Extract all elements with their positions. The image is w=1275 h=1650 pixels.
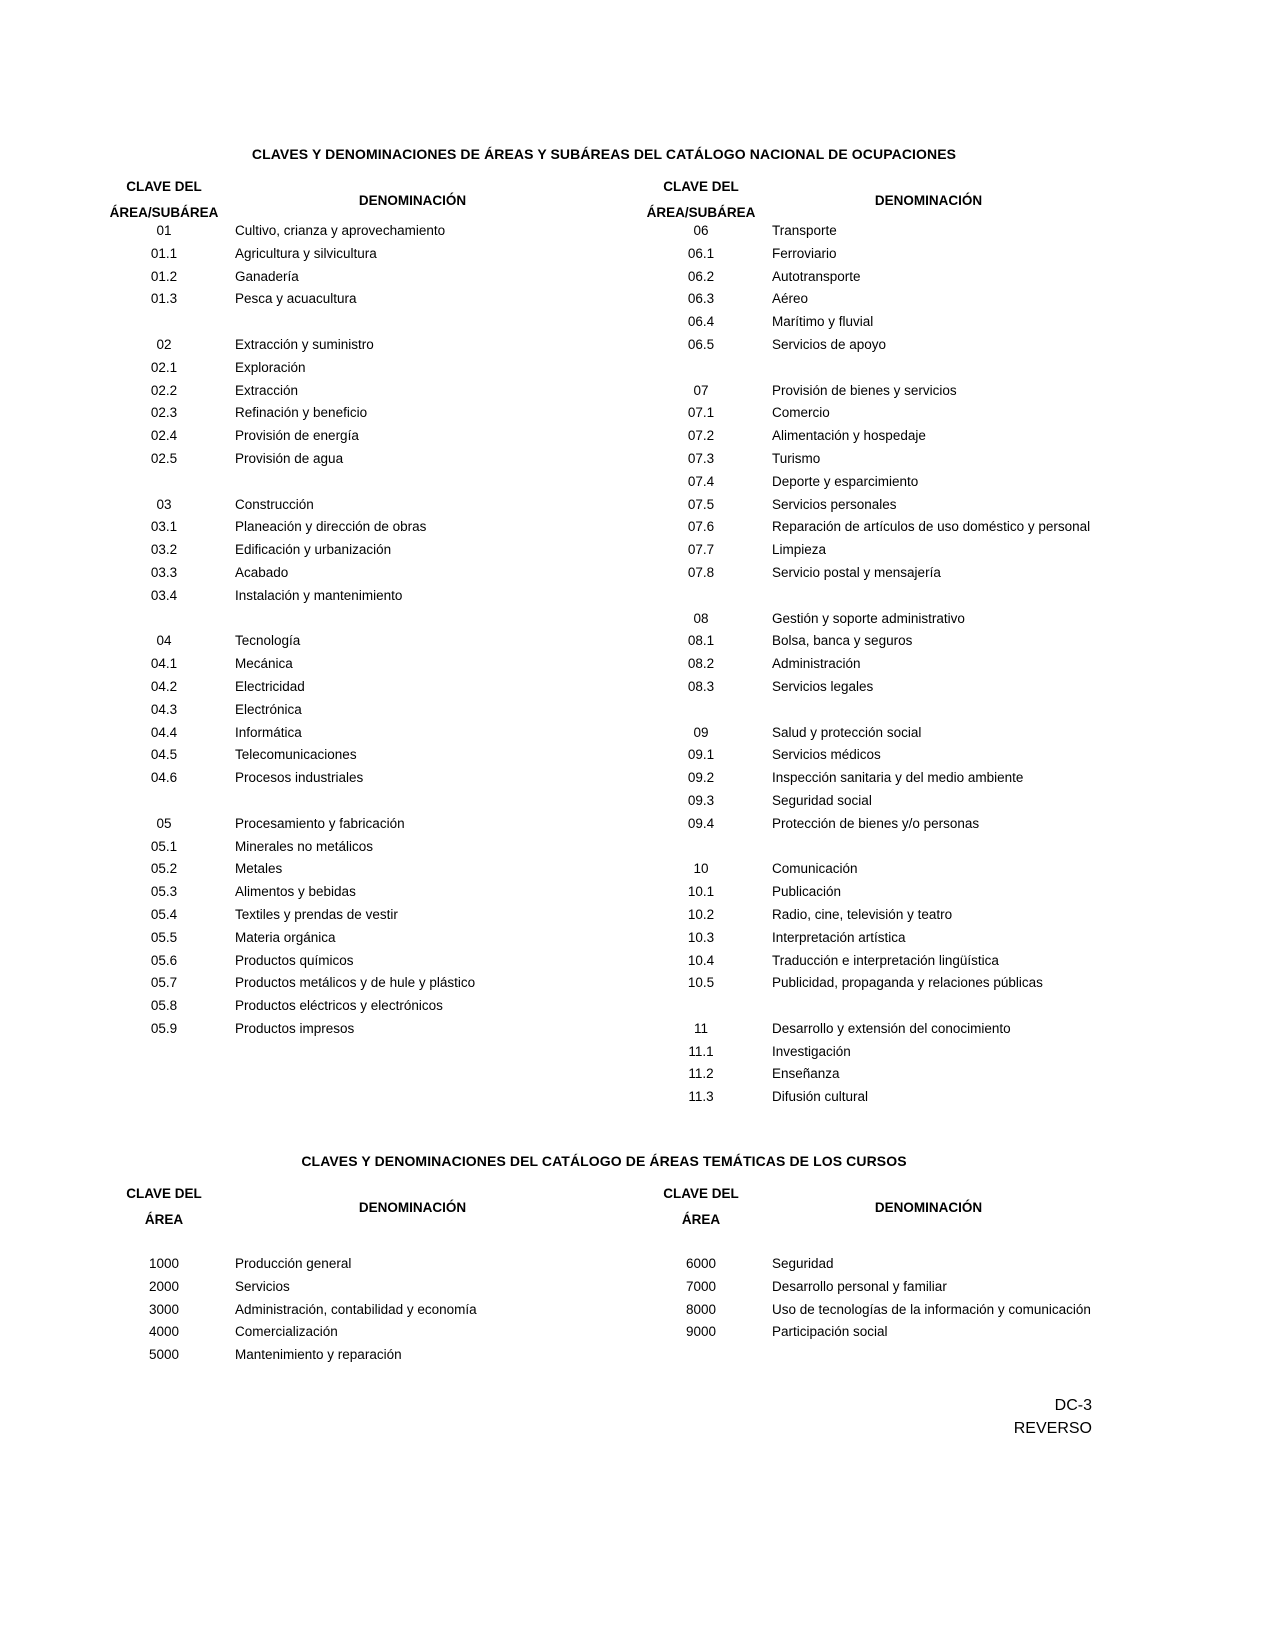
table-row bbox=[98, 1086, 1110, 1109]
area-code: 08.2 bbox=[687, 656, 715, 672]
page-side-label: REVERSO bbox=[1013, 1420, 1092, 1437]
area-code bbox=[98, 790, 230, 813]
area-denomination: Servicios personales bbox=[772, 496, 897, 512]
area-denomination: Textiles y prendas de vestir bbox=[235, 906, 398, 922]
code-header-line2: ÁREA/SUBÁREA bbox=[109, 205, 219, 220]
area-code: 8000 bbox=[685, 1301, 717, 1317]
section2-column-headers bbox=[98, 1181, 1110, 1233]
area-denomination: Comercio bbox=[772, 405, 830, 421]
table-row bbox=[98, 653, 1110, 676]
table-row bbox=[98, 357, 1110, 380]
area-denomination: Ferroviario bbox=[772, 245, 837, 261]
area-denomination: Servicios legales bbox=[772, 678, 874, 694]
area-code bbox=[98, 311, 230, 334]
area-code: 01 bbox=[156, 223, 172, 238]
area-denomination: Edificación y urbanización bbox=[235, 542, 392, 558]
area-denomination: Administración bbox=[772, 656, 861, 672]
table-row bbox=[98, 243, 1110, 266]
area-code: 07.4 bbox=[687, 473, 715, 489]
table-row bbox=[98, 425, 1110, 448]
table-row bbox=[98, 516, 1110, 539]
section1-table bbox=[98, 220, 1110, 1109]
area-denomination: Provisión de energía bbox=[235, 428, 359, 444]
area-code: 06.5 bbox=[687, 336, 715, 352]
area-code: 05.7 bbox=[150, 975, 178, 991]
area-code bbox=[635, 699, 767, 722]
area-denomination: Publicidad, propaganda y relaciones públicas bbox=[772, 975, 1043, 991]
code-header-line2: ÁREA/SUBÁREA bbox=[646, 205, 756, 220]
area-code: 05.8 bbox=[150, 998, 178, 1014]
area-code: 09.2 bbox=[687, 770, 715, 786]
area-code: 09.1 bbox=[687, 747, 715, 763]
area-denomination: Interpretación artística bbox=[772, 929, 906, 945]
area-denomination: Comercialización bbox=[235, 1324, 338, 1340]
area-denomination: Limpieza bbox=[772, 542, 827, 558]
area-code: 1000 bbox=[148, 1256, 180, 1271]
area-code: 04.4 bbox=[150, 724, 178, 740]
area-code: 05.3 bbox=[150, 884, 178, 900]
area-code: 04.5 bbox=[150, 747, 178, 763]
area-code: 04.1 bbox=[150, 656, 178, 672]
area-denomination: Exploración bbox=[235, 359, 306, 375]
area-denomination: Electricidad bbox=[235, 678, 305, 694]
area-denomination: Turismo bbox=[772, 450, 821, 466]
table-row bbox=[98, 608, 1110, 631]
area-denomination: Tecnología bbox=[235, 633, 301, 649]
area-denomination: Metales bbox=[235, 861, 283, 877]
area-code: 11.3 bbox=[688, 1089, 714, 1105]
area-code: 01.3 bbox=[150, 291, 178, 307]
table-row bbox=[98, 1018, 1110, 1041]
area-code: 11 bbox=[693, 1020, 708, 1036]
area-code: 07.8 bbox=[687, 564, 715, 580]
table-row bbox=[98, 288, 1110, 311]
section2-table bbox=[98, 1253, 1110, 1367]
area-code: 04.2 bbox=[150, 678, 178, 694]
area-denomination: Agricultura y silvicultura bbox=[235, 245, 377, 261]
table-row bbox=[98, 562, 1110, 585]
area-denomination: Instalación y mantenimiento bbox=[235, 587, 403, 603]
area-code: 06.4 bbox=[687, 314, 715, 330]
area-denomination bbox=[767, 1344, 1110, 1367]
area-code bbox=[98, 1086, 230, 1109]
area-code: 04 bbox=[156, 633, 172, 649]
area-denomination: Traducción e interpretación lingüística bbox=[772, 952, 999, 968]
area-denomination: Servicio postal y mensajería bbox=[772, 564, 941, 580]
code-header-line1: CLAVE DEL bbox=[663, 179, 739, 194]
area-code: 08.1 bbox=[687, 633, 715, 649]
area-code bbox=[635, 585, 767, 608]
code-header-line2: ÁREA bbox=[144, 1212, 184, 1227]
table-row bbox=[98, 699, 1110, 722]
area-denomination: Productos metálicos y de hule y plástico bbox=[235, 975, 476, 991]
area-code: 05.5 bbox=[150, 929, 178, 945]
area-denomination: Comunicación bbox=[772, 861, 858, 877]
area-denomination: Radio, cine, televisión y teatro bbox=[772, 906, 953, 922]
table-row bbox=[98, 904, 1110, 927]
area-code: 07.3 bbox=[687, 450, 715, 466]
area-code: 7000 bbox=[685, 1278, 717, 1294]
area-code bbox=[635, 1344, 767, 1367]
table-row bbox=[98, 858, 1110, 881]
area-code: 9000 bbox=[685, 1324, 717, 1340]
area-denomination: Construcción bbox=[235, 496, 314, 512]
table-row bbox=[98, 995, 1110, 1018]
section2-right-code-header bbox=[635, 1181, 767, 1233]
area-denomination: Publicación bbox=[772, 884, 842, 900]
area-code bbox=[635, 995, 767, 1018]
table-row bbox=[98, 1276, 1110, 1299]
table-row bbox=[98, 1344, 1110, 1367]
table-row bbox=[98, 448, 1110, 471]
area-code: 07.1 bbox=[687, 405, 715, 421]
table-row bbox=[98, 494, 1110, 517]
section2-title: CLAVES Y DENOMINACIONES DEL CATÁLOGO DE ÁREAS TEMÁTICAS DE LOS CURSOS bbox=[301, 1153, 907, 1169]
table-row bbox=[98, 266, 1110, 289]
section2-right-denomination-header: DENOMINACIÓN bbox=[874, 1199, 983, 1215]
area-denomination: Difusión cultural bbox=[772, 1089, 869, 1105]
area-code: 07.6 bbox=[687, 519, 715, 535]
area-denomination: Desarrollo y extensión del conocimiento bbox=[772, 1020, 1011, 1036]
area-denomination: Planeación y dirección de obras bbox=[235, 519, 427, 535]
form-code: DC-3 bbox=[1054, 1397, 1092, 1414]
table-row bbox=[98, 1299, 1110, 1322]
area-denomination bbox=[230, 608, 635, 631]
area-code: 11.2 bbox=[688, 1066, 714, 1082]
area-denomination: Telecomunicaciones bbox=[235, 747, 357, 763]
area-code: 03.2 bbox=[150, 542, 178, 558]
area-denomination: Investigación bbox=[772, 1043, 851, 1059]
section1-title: CLAVES Y DENOMINACIONES DE ÁREAS Y SUBÁREAS DEL CATÁLOGO NACIONAL DE OCUPACIONES bbox=[251, 146, 957, 162]
area-code: 10.2 bbox=[687, 906, 715, 922]
area-code: 05.4 bbox=[150, 906, 178, 922]
table-row bbox=[98, 539, 1110, 562]
table-row bbox=[98, 676, 1110, 699]
table-row bbox=[98, 311, 1110, 334]
code-header-line1: CLAVE DEL bbox=[126, 179, 202, 194]
table-row bbox=[98, 402, 1110, 425]
area-code: 07.2 bbox=[687, 428, 715, 444]
area-code: 09.4 bbox=[687, 815, 715, 831]
area-denomination: Materia orgánica bbox=[235, 929, 336, 945]
area-denomination: Servicios médicos bbox=[772, 747, 881, 763]
area-denomination: Reparación de artículos de uso doméstico y personal bbox=[772, 519, 1091, 535]
section2-left-denomination-header: DENOMINACIÓN bbox=[358, 1199, 467, 1215]
area-code: 08 bbox=[693, 610, 709, 626]
code-header-line1: CLAVE DEL bbox=[663, 1186, 739, 1201]
table-row bbox=[98, 334, 1110, 357]
area-denomination: Servicios de apoyo bbox=[772, 336, 887, 352]
area-code: 02 bbox=[156, 336, 172, 352]
area-denomination bbox=[230, 311, 635, 334]
area-denomination: Acabado bbox=[235, 564, 289, 580]
section1-right-denomination-header: DENOMINACIÓN bbox=[874, 192, 983, 208]
section1-right-code-header bbox=[635, 174, 767, 226]
area-denomination bbox=[230, 790, 635, 813]
area-code: 06.2 bbox=[687, 268, 715, 284]
area-code: 03 bbox=[156, 496, 172, 512]
area-denomination: Transporte bbox=[772, 223, 837, 238]
area-denomination: Informática bbox=[235, 724, 302, 740]
area-denomination bbox=[767, 585, 1110, 608]
area-code: 10.3 bbox=[687, 929, 715, 945]
area-code: 06.3 bbox=[687, 291, 715, 307]
table-row bbox=[98, 790, 1110, 813]
area-denomination: Salud y protección social bbox=[772, 724, 922, 740]
area-denomination bbox=[230, 1041, 635, 1064]
area-code: 03.4 bbox=[150, 587, 178, 603]
area-denomination: Producción general bbox=[235, 1256, 352, 1271]
area-denomination: Enseñanza bbox=[772, 1066, 840, 1082]
area-code: 01.2 bbox=[150, 268, 178, 284]
area-denomination bbox=[767, 836, 1110, 859]
area-denomination: Desarrollo personal y familiar bbox=[772, 1278, 947, 1294]
area-denomination: Provisión de agua bbox=[235, 450, 344, 466]
area-denomination: Cultivo, crianza y aprovechamiento bbox=[235, 223, 446, 238]
area-denomination: Deporte y esparcimiento bbox=[772, 473, 919, 489]
area-denomination: Ganadería bbox=[235, 268, 299, 284]
area-code: 07 bbox=[693, 382, 709, 398]
area-code: 2000 bbox=[148, 1278, 180, 1294]
area-denomination: Autotransporte bbox=[772, 268, 861, 284]
area-code: 01.1 bbox=[150, 245, 178, 261]
table-row bbox=[98, 630, 1110, 653]
area-code: 02.4 bbox=[150, 428, 178, 444]
area-denomination: Electrónica bbox=[235, 701, 302, 717]
area-denomination: Procesos industriales bbox=[235, 770, 364, 786]
table-row bbox=[98, 1253, 1110, 1276]
area-denomination: Productos químicos bbox=[235, 952, 354, 968]
table-row bbox=[98, 744, 1110, 767]
table-row bbox=[98, 471, 1110, 494]
area-denomination: Administración, contabilidad y economía bbox=[235, 1301, 477, 1317]
area-code: 10.5 bbox=[687, 975, 715, 991]
table-row bbox=[98, 836, 1110, 859]
area-code: 3000 bbox=[148, 1301, 180, 1317]
area-code: 4000 bbox=[148, 1324, 180, 1340]
table-row bbox=[98, 1041, 1110, 1064]
area-denomination: Servicios bbox=[235, 1278, 290, 1294]
code-header-line1: CLAVE DEL bbox=[126, 1186, 202, 1201]
area-code: 08.3 bbox=[687, 678, 715, 694]
area-denomination bbox=[767, 995, 1110, 1018]
code-header-line2: ÁREA bbox=[681, 1212, 721, 1227]
area-code: 06 bbox=[693, 223, 709, 238]
area-denomination: Alimentación y hospedaje bbox=[772, 428, 926, 444]
area-denomination: Alimentos y bebidas bbox=[235, 884, 356, 900]
table-row bbox=[98, 813, 1110, 836]
section1-left-denomination-header: DENOMINACIÓN bbox=[358, 192, 467, 208]
area-denomination bbox=[230, 471, 635, 494]
area-denomination: Participación social bbox=[772, 1324, 888, 1340]
section1-column-headers bbox=[98, 174, 1110, 226]
area-denomination: Aéreo bbox=[772, 291, 809, 307]
area-code: 04.6 bbox=[150, 770, 178, 786]
area-code: 10.1 bbox=[687, 884, 715, 900]
area-code: 05 bbox=[156, 815, 172, 831]
area-denomination bbox=[767, 357, 1110, 380]
section2-left-code-header bbox=[98, 1181, 230, 1233]
area-denomination: Refinación y beneficio bbox=[235, 405, 368, 421]
area-code: 03.3 bbox=[150, 564, 178, 580]
area-code: 02.3 bbox=[150, 405, 178, 421]
area-code: 11.1 bbox=[688, 1043, 714, 1059]
table-row bbox=[98, 881, 1110, 904]
table-row bbox=[98, 220, 1110, 243]
area-code: 05.6 bbox=[150, 952, 178, 968]
area-denomination: Extracción y suministro bbox=[235, 336, 374, 352]
area-code: 05.1 bbox=[150, 838, 178, 854]
area-code bbox=[98, 1041, 230, 1064]
area-denomination: Procesamiento y fabricación bbox=[235, 815, 405, 831]
area-code bbox=[635, 357, 767, 380]
area-code: 09.3 bbox=[687, 792, 715, 808]
area-denomination: Gestión y soporte administrativo bbox=[772, 610, 965, 626]
area-code bbox=[98, 608, 230, 631]
table-row bbox=[98, 972, 1110, 995]
table-row bbox=[98, 585, 1110, 608]
area-denomination: Provisión de bienes y servicios bbox=[772, 382, 957, 398]
area-code: 6000 bbox=[685, 1256, 717, 1271]
table-row bbox=[98, 927, 1110, 950]
table-row bbox=[98, 767, 1110, 790]
area-code: 06.1 bbox=[687, 245, 715, 261]
area-code: 10 bbox=[693, 861, 709, 877]
table-row bbox=[98, 950, 1110, 973]
area-code: 07.7 bbox=[687, 542, 715, 558]
area-denomination: Bolsa, banca y seguros bbox=[772, 633, 913, 649]
area-code: 05.9 bbox=[150, 1020, 178, 1036]
area-code: 05.2 bbox=[150, 861, 178, 877]
area-code bbox=[98, 471, 230, 494]
table-row bbox=[98, 722, 1110, 745]
area-denomination: Extracción bbox=[235, 382, 299, 398]
area-denomination: Productos eléctricos y electrónicos bbox=[235, 998, 443, 1014]
area-denomination bbox=[230, 1086, 635, 1109]
form-footer bbox=[1014, 1394, 1092, 1440]
area-code: 07.5 bbox=[687, 496, 715, 512]
area-denomination: Minerales no metálicos bbox=[235, 838, 374, 854]
area-code: 10.4 bbox=[687, 952, 715, 968]
area-code: 04.3 bbox=[150, 701, 178, 717]
area-denomination bbox=[767, 699, 1110, 722]
table-row bbox=[98, 1063, 1110, 1086]
area-denomination: Mantenimiento y reparación bbox=[235, 1347, 402, 1363]
area-denomination: Seguridad social bbox=[772, 792, 872, 808]
area-denomination: Protección de bienes y/o personas bbox=[772, 815, 980, 831]
table-row bbox=[98, 1321, 1110, 1344]
area-denomination: Mecánica bbox=[235, 656, 293, 672]
area-code bbox=[98, 1063, 230, 1086]
area-denomination: Inspección sanitaria y del medio ambiente bbox=[772, 770, 1024, 786]
area-code: 02.1 bbox=[150, 359, 178, 375]
area-code: 03.1 bbox=[150, 519, 178, 535]
area-code: 09 bbox=[693, 724, 709, 740]
area-denomination: Productos impresos bbox=[235, 1020, 355, 1036]
area-code: 5000 bbox=[148, 1347, 180, 1363]
area-code: 02.5 bbox=[150, 450, 178, 466]
area-code: 02.2 bbox=[150, 382, 178, 398]
area-denomination bbox=[230, 1063, 635, 1086]
area-denomination: Uso de tecnologías de la información y comunicación bbox=[772, 1301, 1091, 1317]
area-denomination: Pesca y acuacultura bbox=[235, 291, 357, 307]
section1-left-code-header bbox=[98, 174, 230, 226]
table-row bbox=[98, 380, 1110, 403]
area-denomination: Marítimo y fluvial bbox=[772, 314, 874, 330]
area-code bbox=[635, 836, 767, 859]
area-denomination: Seguridad bbox=[772, 1256, 834, 1271]
